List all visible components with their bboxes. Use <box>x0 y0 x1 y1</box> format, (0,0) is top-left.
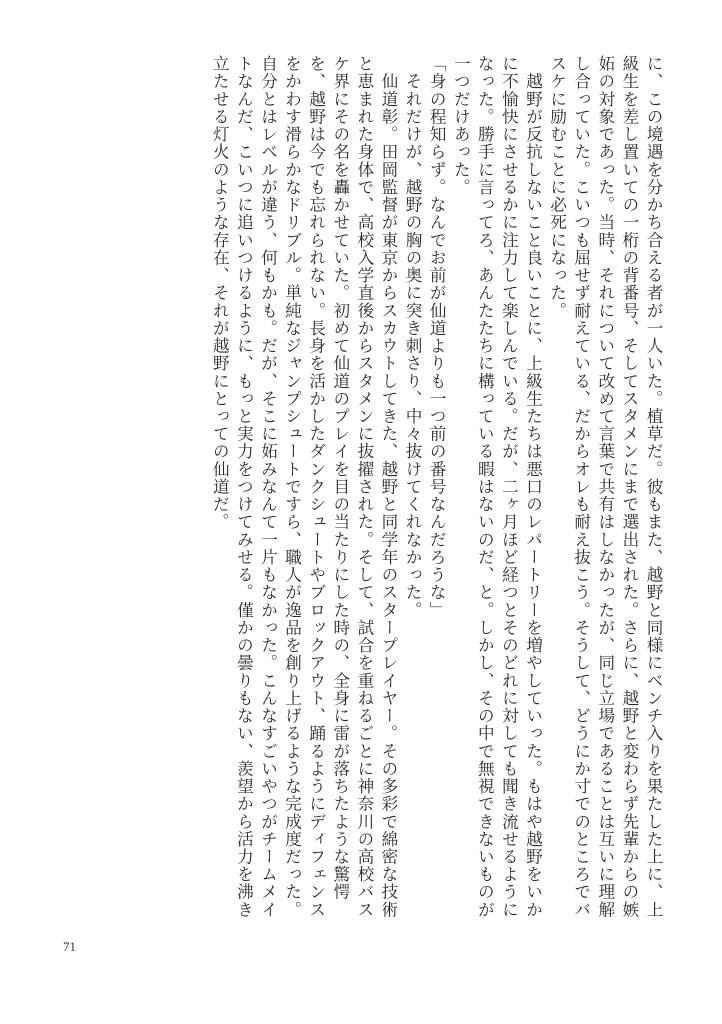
page-number: 71 <box>63 939 76 954</box>
paragraph: 越野が反抗しないこと良いことに、上級生たちは悪口のレパートリーを増やしていった。もはや越野をいかに不愉快にさせるかに注力して楽しんでいる。だが、二ヶ月ほど経つとそのどれに対しても聞き流せるようになった。勝手に言ってろ、あんたたちに構っている暇はないのだ、と。しかし、その中で無視できないものが一つだけあった。 <box>451 55 543 919</box>
dialogue-line: 「身の程知らず。なんでお前が仙道よりも一つ前の番号なんだろうな」 <box>427 55 447 619</box>
paragraph: それだけが、越野の胸の奥に突き刺さり、中々抜けてくれなかった。 <box>403 55 423 619</box>
paragraph: に、この境遇を分かち合える者が一人いた。植草だ。彼もまた、越野と同様にベンチ入りを果たした上に、上級生を差し置いての一桁の背番号、そしてスタメンにまで選出された。さらに、越野と変わらず先輩からの嫉妬の対象であった。当時、それについて改めて言葉で共有はしなかったが、同じ立場であることは互いに理解し合っていた。こいつも屈せず耐えている、だからオレも耐え抜こう。そうして、どうにか寸でのところでバスケに励むことに必死になった。 <box>547 55 663 919</box>
paragraph: 仙道彰。田岡監督が東京からスカウトしてきた、越野と同学年のスタープレイヤー。その多彩で綿密な技術と恵まれた身体で、高校入学直後からスタメンに抜擢された。そして、試合を重ねるごとに神奈川の高校バスケ界にその名を轟かせていた。初めて仙道のプレイを目の当たりにした時の、全身に雷が落ちたような驚愕を、越野は今でも忘れられない。長身を活かしたダンクシュートやブロックアウト、踊るようにディフェンスをかわす滑らかなドリブル。単純なジャンプシュートですら、職人が逸品を創り上げるような完成度だった。自分とはレベルが違う、何もかも。だが、そこに妬みなんて一片もなかった。こんなすごいやつがチームメイトなんだ、こいつに追いつけるように、もっと実力をつけてみせる。僅かの曇りもない、羨望から活力を沸き立たせる灯火のような存在、それが越野にとっての仙道だ。 <box>210 55 398 919</box>
body-text <box>45 55 665 923</box>
